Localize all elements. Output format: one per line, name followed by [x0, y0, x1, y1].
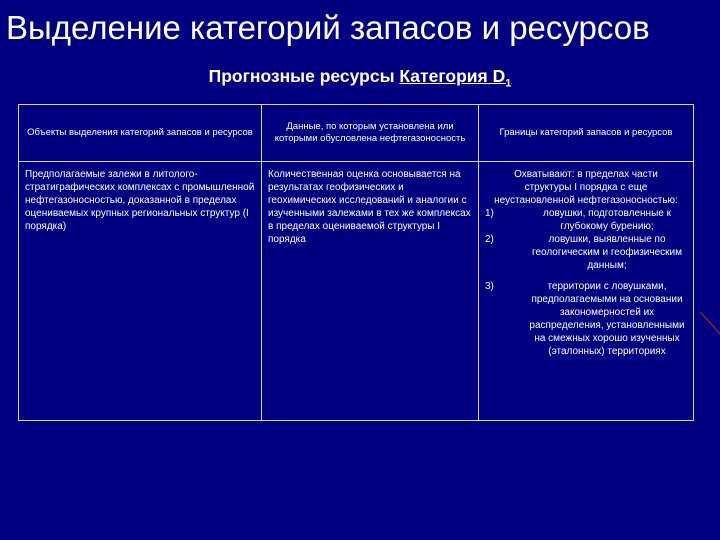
list-item — [485, 207, 687, 233]
header-data: Данные, по которым установлена или которыми обусловлена нефтегазоносность — [262, 105, 479, 162]
list-item-number: 1) — [485, 208, 494, 219]
subtitle-category — [399, 66, 512, 90]
list-item-text: территории с ловушками, предполагаемыми на основании закономерностей их распределения, установленными на смежных хорошо изученных (эталонных) территориях — [529, 281, 685, 357]
subtitle-prefix: Прогнозные ресурсы — [208, 66, 400, 86]
list-item-number: 3) — [485, 281, 494, 292]
categories-table — [18, 104, 694, 421]
list-item — [485, 233, 687, 272]
subtitle-subscript: 1 — [505, 77, 512, 90]
table-header-row — [19, 105, 694, 162]
table-row — [19, 162, 694, 421]
header-objects: Объекты выделения категорий запасов и ресурсов — [19, 105, 262, 162]
cell-boundaries — [479, 162, 694, 421]
subtitle-category-text: Категория D — [399, 66, 506, 86]
slide-title: Выделение категорий запасов и ресурсов — [6, 9, 650, 46]
decorative-line — [700, 312, 720, 339]
list-item-text: ловушки, подготовленные к глубокому бурению; — [543, 208, 671, 232]
list-item-text: ловушки, выявленные по геологическим и геофизическим данным; — [532, 234, 682, 271]
list-item — [485, 280, 687, 358]
list-item-number: 2) — [485, 234, 494, 245]
boundaries-intro: Охватывают: в пределах части структуры I порядка с еще неустановленной нефтегазоносностью: — [494, 169, 678, 206]
header-boundaries: Границы категорий запасов и ресурсов — [479, 105, 694, 162]
cell-objects: Предполагаемые залежи в литолого-стратиграфических комплексах с промышленной нефтегазоносностью, доказанной в пределах оцениваемых крупных региональных структур (I порядка) — [19, 162, 262, 421]
slide-subtitle — [0, 66, 720, 90]
cell-data: Количественная оценка основывается на результатах геофизических и геохимических исследований и аналогии с изученными залежами в тех же комплексах в пределах оцениваемой структуры I порядка — [262, 162, 479, 421]
